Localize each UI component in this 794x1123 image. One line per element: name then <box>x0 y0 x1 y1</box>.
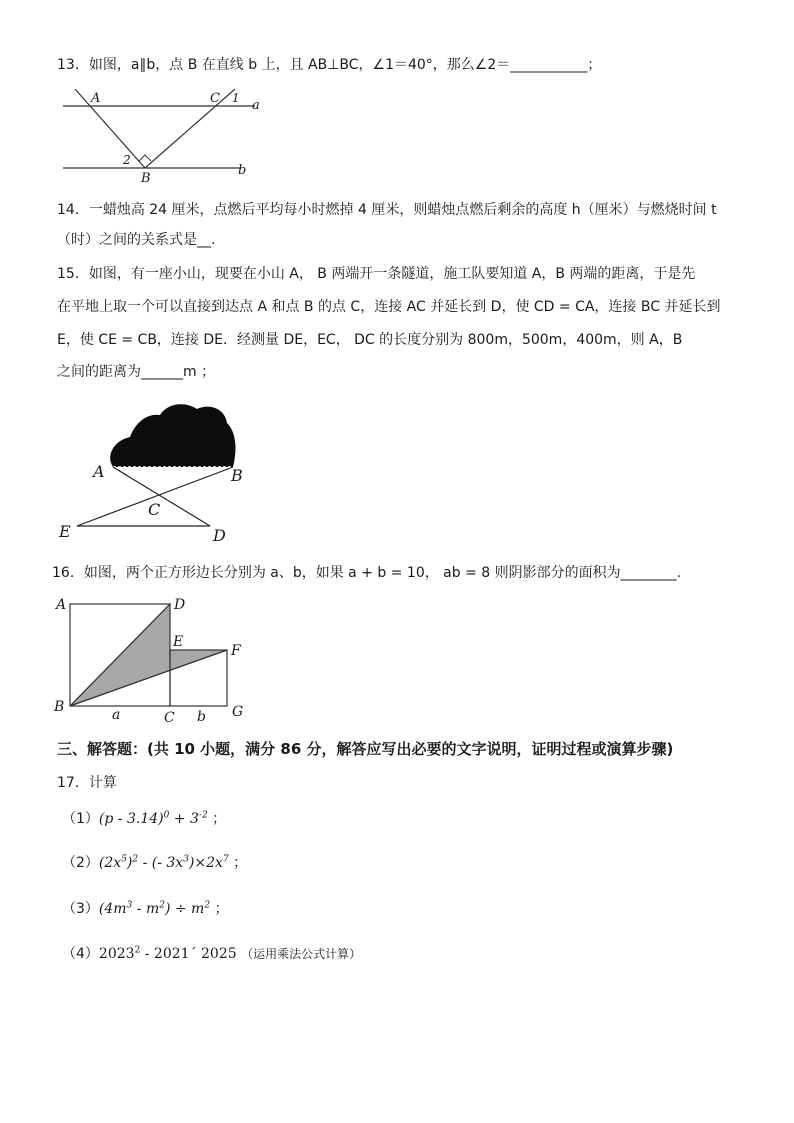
q13-figure <box>55 84 275 186</box>
q15-label-C: C <box>148 500 161 519</box>
q16-label-F: F <box>231 643 241 659</box>
q17-p4-note: （运用乘法公式计算） <box>241 947 362 961</box>
q15-line1: 15．如图，有一座小山，现要在小山 A， B 两端开一条隧道，施工队要知道 A，B 两端的距离，于是先 <box>57 266 696 282</box>
q14-line1: 14．一蜡烛高 24 厘米，点燃后平均每小时燃掉 4 厘米，则蜡烛点燃后剩余的高度 h（厘米）与燃烧时间 t <box>57 202 717 218</box>
q17-part2: $(2)(2x^5)^2$ - (- $3x^3)\times 2x^7$ ； <box>62 854 248 871</box>
q16-label-C: C <box>164 710 175 726</box>
q13-label-1: 1 <box>232 91 240 105</box>
q16-label-D: D <box>174 597 186 613</box>
q16-label-B: B <box>54 699 65 715</box>
q17-part4: （4）2023$^2$ - 2021´ 2025 （运用乘法公式计算） <box>62 945 362 962</box>
q17-p4-label: （4） <box>62 946 99 962</box>
q15-label-A: A <box>93 462 105 481</box>
q17-p1-label: （1） <box>62 811 99 827</box>
q16-label-a: a <box>112 707 121 723</box>
q17-p2-label: （2） <box>62 855 99 871</box>
q17-title: 17．计算 <box>57 775 117 791</box>
section3-title: 三、解答题：(共 10 小题，满分 86 分，解答应写出必要的文字说明，证明过程或演算步骤) <box>57 740 674 758</box>
q13-text: 13．如图，a∥b，点 B 在直线 b 上，且 AB⊥BC，∠1＝40°，那么∠2＝___________； <box>57 57 602 73</box>
q15-label-E: E <box>59 522 71 541</box>
q16-label-A: A <box>56 597 67 613</box>
q15-line3: E，使 CE = CB，连接 DE．经测量 DE，EC， DC 的长度分别为 800m，500m，400m，则 A，B <box>57 332 683 348</box>
mountain-shape <box>110 404 235 467</box>
q16-label-E: E <box>173 634 184 650</box>
q15-line4: 之间的距离为______m ； <box>57 364 216 380</box>
q17-part3: $(3)(4m^3 - m^2) \div m^2$ ； <box>62 900 229 917</box>
q13-label-C: C <box>210 91 220 106</box>
q16-figure <box>52 592 262 726</box>
q13-label-2: 2 <box>123 153 131 167</box>
q13-label-a: a <box>252 98 260 113</box>
q13-label-b: b <box>238 163 247 178</box>
q17-part1: $(1)(p - 3.14)^0 + 3^{-2}$ ； <box>62 810 227 827</box>
q14-line2: （时）之间的关系式是__. <box>57 232 216 248</box>
q15-figure <box>55 395 255 547</box>
q13-label-A: A <box>91 91 101 106</box>
q15-line2: 在平地上取一个可以直接到达点 A 和点 B 的点 C，连接 AC 并延长到 D，使 CD = CA，连接 BC 并延长到 <box>57 299 721 315</box>
q15-label-D: D <box>213 526 226 545</box>
q17-p3-label: （3） <box>62 901 99 917</box>
q16-text: 16．如图，两个正方形边长分别为 a、b，如果 a + b = 10， ab = 8 则阴影部分的面积为________. <box>52 565 682 581</box>
q15-label-B: B <box>231 466 243 485</box>
q16-label-G: G <box>232 704 244 720</box>
q13-label-B: B <box>141 171 151 186</box>
q16-label-b: b <box>197 709 206 725</box>
